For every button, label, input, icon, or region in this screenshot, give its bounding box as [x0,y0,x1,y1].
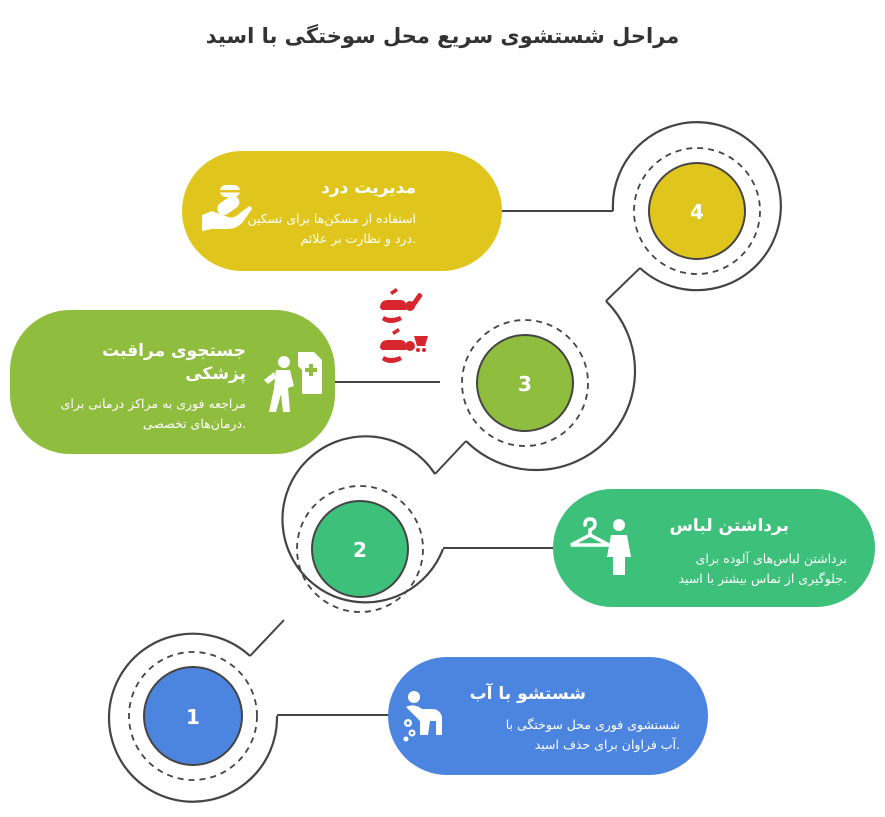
step-1-heading: شستشو با آب [469,684,586,704]
step-2-marker [236,436,443,620]
page-title: مراحل شستشوی سریع محل سوختگی با اسید [205,24,680,48]
step-3-heading: جستجوی مراقبت پزشکی [102,341,246,384]
step-2-description: برداشتن لباس‌های آلوده برای .جلوگیری از تماس بیشتر با اسید [678,551,847,586]
washing-hands-icon [400,687,462,743]
brand-logo [370,286,434,366]
step-2-heading: برداشتن لباس [669,516,789,536]
step-1-number: 1 [186,705,200,729]
step-1-card [388,657,708,775]
step-3-description: مراجعه فوری به مراکز درمانی برای .درمان‌های تخصصی [60,396,246,431]
connector-1-2 [250,620,284,656]
step-4-description: استفاده از مسکن‌ها برای تسکین .درد و نظارت بر علائم [247,211,416,246]
step-3-card [10,310,335,454]
step-4-heading: مدیریت درد [321,178,416,198]
step-3-number: 3 [518,372,532,396]
hand-pill-icon [198,181,254,237]
step-2-card [553,489,875,607]
step-3-marker [462,301,635,470]
step-1-description: شستشوی فوری محل سوختگی با .آب فراوان برای حذف اسید [505,717,680,752]
connector-3-4 [606,268,640,301]
step-2-number: 2 [353,538,367,562]
step-1-marker [109,634,277,802]
walking-to-hospital-icon [262,350,332,414]
step-4-number: 4 [690,200,704,224]
connector-2-3 [435,441,466,474]
step-4-card [182,151,502,271]
clothes-hanger-person-icon [567,515,637,577]
